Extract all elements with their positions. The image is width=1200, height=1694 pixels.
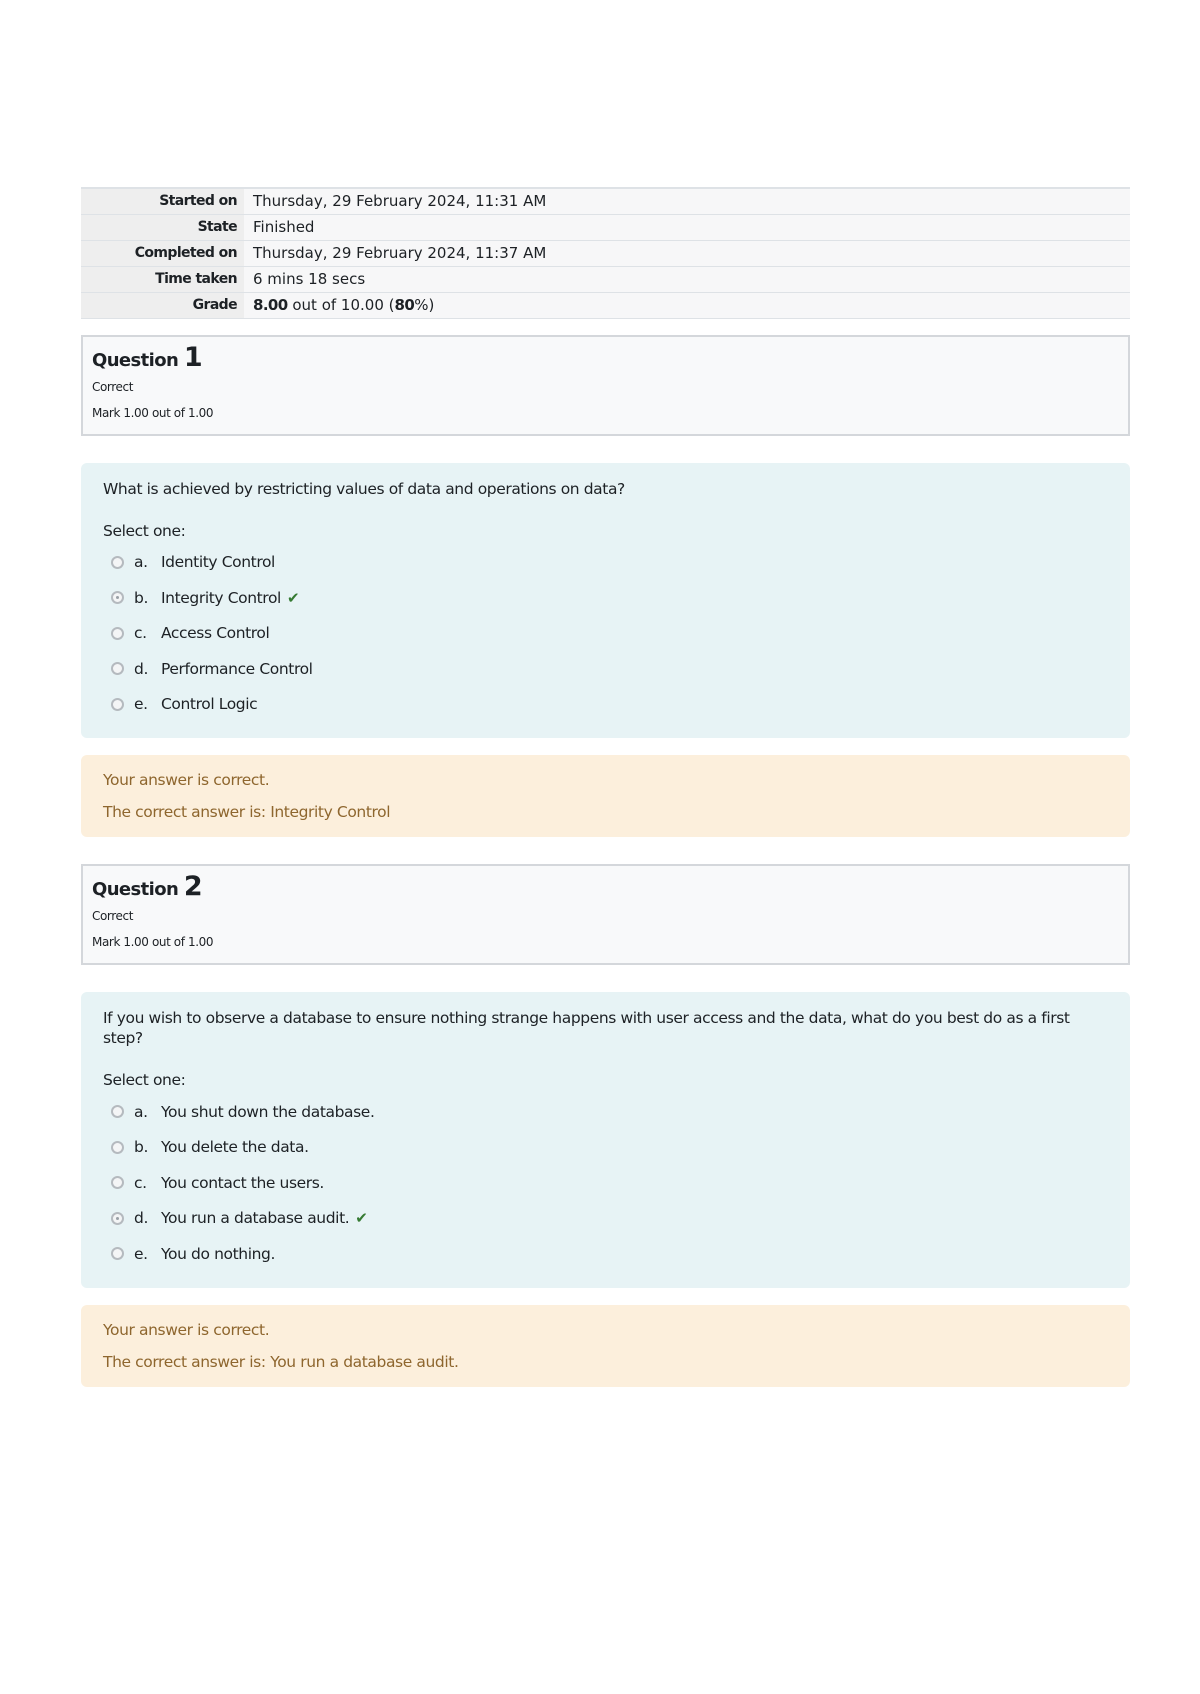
radio-icon[interactable] bbox=[111, 662, 124, 675]
option-letter: d. bbox=[134, 659, 148, 678]
correct-answer-text: The correct answer is: Integrity Control bbox=[103, 803, 391, 821]
question-feedback-2 bbox=[81, 1305, 1130, 1387]
radio-icon[interactable] bbox=[111, 1212, 124, 1225]
summary-label: Grade bbox=[81, 292, 244, 318]
option-letter: d. bbox=[134, 1209, 148, 1228]
grade-out-of: out of 10.00 ( bbox=[287, 296, 395, 314]
option-letter: b. bbox=[134, 1138, 148, 1157]
option-text: You shut down the database. bbox=[161, 1102, 375, 1121]
option-text: Performance Control bbox=[161, 659, 313, 678]
option-text: You run a database audit. bbox=[161, 1209, 350, 1228]
radio-icon[interactable] bbox=[111, 1105, 124, 1118]
question-info-2 bbox=[81, 864, 1130, 965]
radio-icon[interactable] bbox=[111, 1247, 124, 1260]
option-text: Access Control bbox=[161, 624, 270, 643]
attempt-summary-table bbox=[81, 187, 1130, 319]
answer-option[interactable] bbox=[103, 616, 1108, 652]
radio-icon[interactable] bbox=[111, 556, 124, 569]
summary-value: Thursday, 29 February 2024, 11:31 AM bbox=[244, 188, 1130, 214]
option-text: Control Logic bbox=[161, 695, 258, 714]
option-letter: c. bbox=[134, 1173, 147, 1192]
question-mark: Mark 1.00 out of 1.00 bbox=[92, 405, 214, 420]
question-state: Correct bbox=[92, 379, 133, 394]
question-number bbox=[92, 341, 1119, 374]
answer-option-selected[interactable] bbox=[103, 580, 1108, 616]
summary-row-grade bbox=[81, 292, 1130, 318]
question-num: 1 bbox=[183, 341, 203, 373]
question-prompt: What is achieved by restricting values of data and operations on data? bbox=[103, 479, 625, 498]
summary-label: Time taken bbox=[81, 266, 244, 292]
answer-option[interactable] bbox=[103, 651, 1108, 687]
question-label: Question bbox=[92, 349, 179, 371]
question-number bbox=[92, 871, 1119, 903]
answer-option[interactable] bbox=[103, 545, 1108, 581]
summary-row bbox=[81, 240, 1130, 266]
feedback-text: Your answer is correct. bbox=[103, 771, 270, 789]
radio-icon[interactable] bbox=[111, 698, 124, 711]
summary-row bbox=[81, 266, 1130, 292]
correct-answer-text: The correct answer is: You run a database audit. bbox=[103, 1352, 459, 1371]
quiz-review-page bbox=[81, 187, 1130, 1387]
check-icon: ✔ bbox=[286, 588, 300, 607]
radio-icon[interactable] bbox=[111, 591, 124, 604]
option-text: Integrity Control bbox=[161, 588, 281, 607]
option-letter: b. bbox=[134, 588, 148, 607]
summary-row bbox=[81, 188, 1130, 214]
option-letter: c. bbox=[134, 624, 147, 643]
summary-value: Finished bbox=[244, 214, 1130, 240]
summary-label: Completed on bbox=[81, 240, 244, 266]
option-letter: e. bbox=[134, 1244, 148, 1263]
radio-icon[interactable] bbox=[111, 627, 124, 640]
question-content-2 bbox=[81, 992, 1130, 1288]
select-one-label: Select one: bbox=[103, 521, 186, 540]
summary-label: Started on bbox=[81, 188, 244, 214]
answer-option[interactable] bbox=[103, 1236, 1108, 1272]
option-letter: e. bbox=[134, 695, 148, 714]
answer-option[interactable] bbox=[103, 1165, 1108, 1201]
select-one-label: Select one: bbox=[103, 1071, 186, 1089]
question-info-1 bbox=[81, 335, 1130, 436]
option-text: You contact the users. bbox=[161, 1173, 324, 1192]
summary-value: Thursday, 29 February 2024, 11:37 AM bbox=[244, 240, 1130, 266]
answer-option-selected[interactable] bbox=[103, 1201, 1108, 1237]
question-feedback-1 bbox=[81, 755, 1130, 837]
grade-score: 8.00 bbox=[253, 296, 288, 314]
check-icon: ✔ bbox=[355, 1209, 368, 1228]
summary-value: 6 mins 18 secs bbox=[244, 266, 1130, 292]
question-prompt: If you wish to observe a database to ensure nothing strange happens with user access and the data, what do you best do as a first step? bbox=[103, 1009, 1070, 1047]
option-letter: a. bbox=[134, 1102, 148, 1121]
option-text: You delete the data. bbox=[161, 1138, 309, 1157]
question-mark: Mark 1.00 out of 1.00 bbox=[92, 935, 214, 949]
grade-percent: 80 bbox=[394, 296, 415, 314]
option-text: Identity Control bbox=[161, 553, 275, 572]
question-num: 2 bbox=[183, 871, 203, 902]
option-text: You do nothing. bbox=[161, 1244, 275, 1263]
grade-value bbox=[244, 292, 1130, 318]
answer-option[interactable] bbox=[103, 1130, 1108, 1166]
question-label: Question bbox=[92, 879, 179, 900]
answer-option[interactable] bbox=[103, 1094, 1108, 1130]
summary-label: State bbox=[81, 214, 244, 240]
option-letter: a. bbox=[134, 553, 148, 572]
radio-icon[interactable] bbox=[111, 1141, 124, 1154]
radio-icon[interactable] bbox=[111, 1176, 124, 1189]
grade-suffix: %) bbox=[414, 296, 435, 314]
feedback-text: Your answer is correct. bbox=[103, 1320, 270, 1339]
summary-row bbox=[81, 214, 1130, 240]
answer-option[interactable] bbox=[103, 687, 1108, 723]
question-content-1 bbox=[81, 463, 1130, 739]
question-state: Correct bbox=[92, 909, 133, 923]
